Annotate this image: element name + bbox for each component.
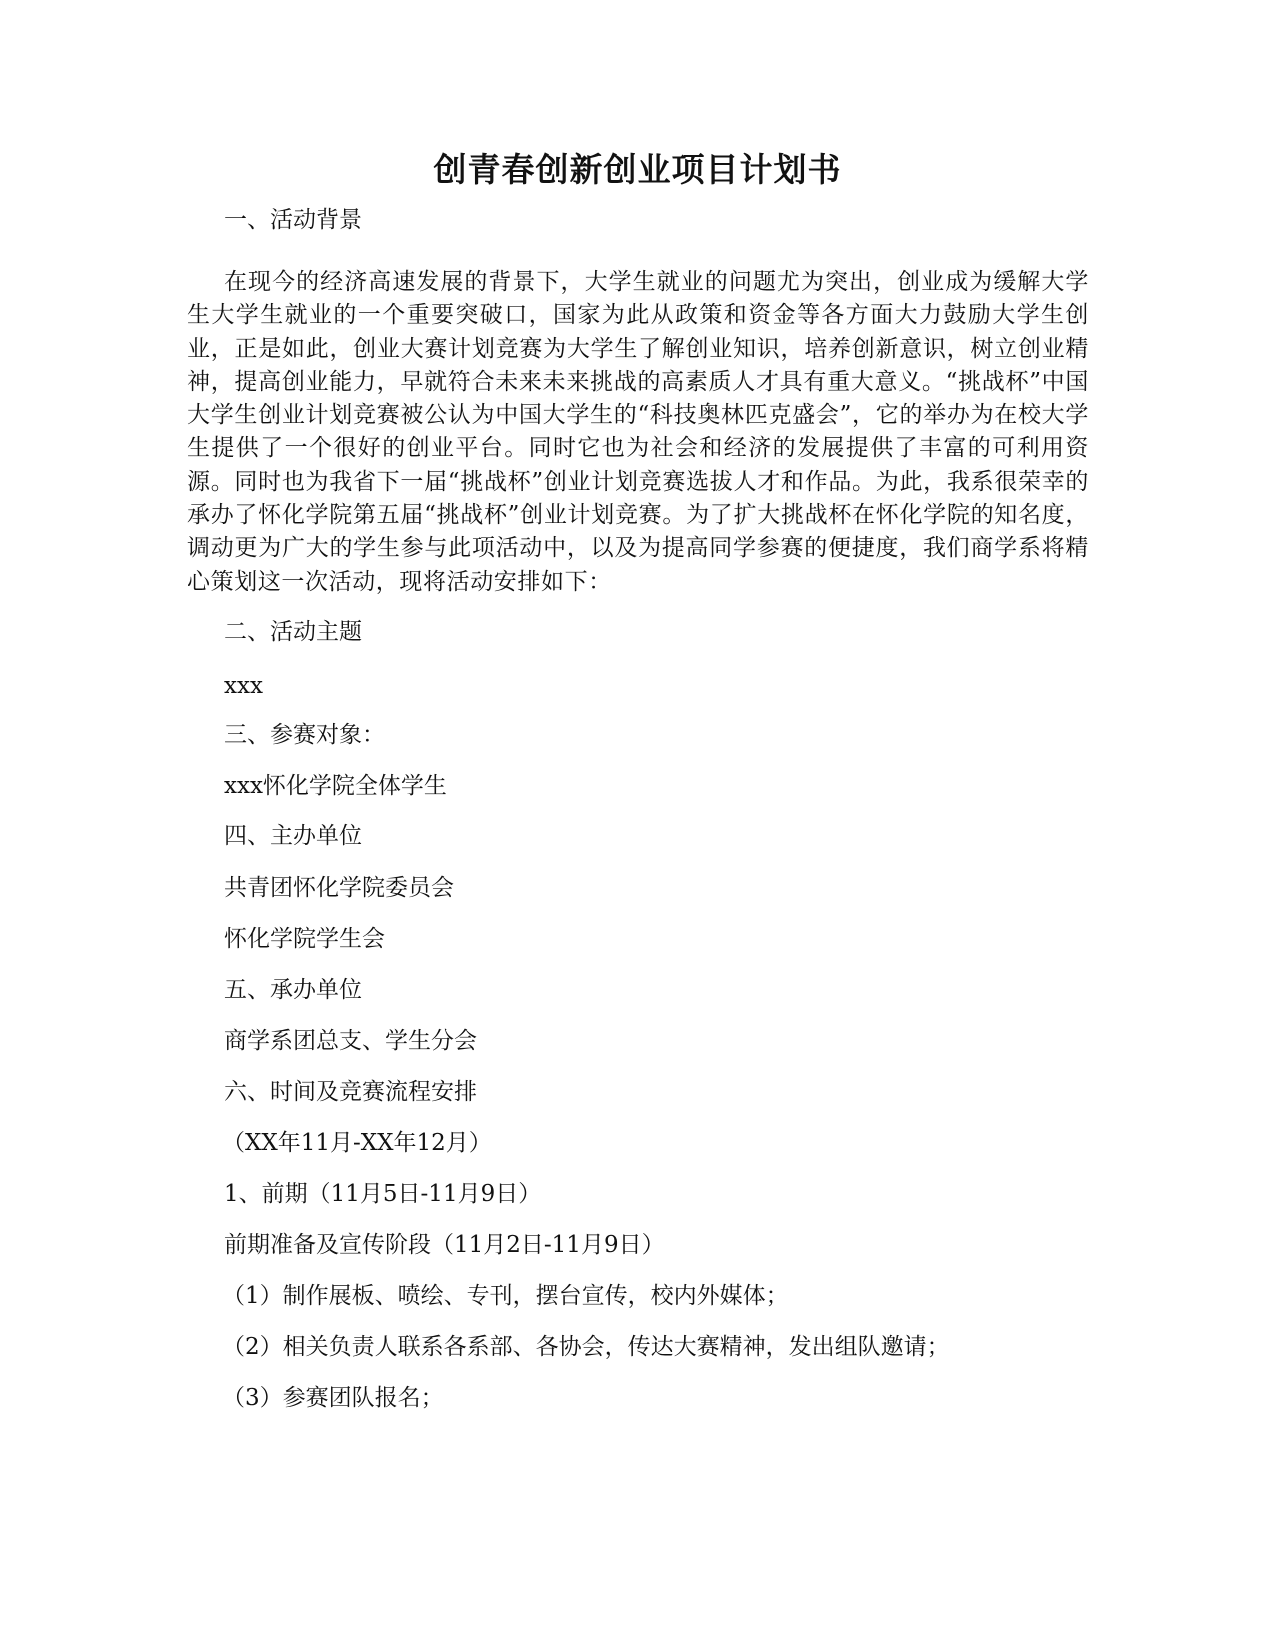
phase1-item-1: （1）制作展板、喷绘、专刊，摆台宣传，校内外媒体； — [222, 1283, 789, 1309]
section-heading-schedule: 六、时间及竞赛流程安排 — [224, 1079, 477, 1105]
host-text: 商学系团总支、学生分会 — [224, 1028, 477, 1054]
organizer-line-2: 怀化学院学生会 — [224, 926, 385, 952]
document-title: 创青春创新创业项目计划书 — [433, 150, 842, 189]
phase1-subheading: 前期准备及宣传阶段（11月2日-11月9日） — [224, 1232, 665, 1258]
section-heading-background: 一、活动背景 — [224, 207, 362, 233]
background-paragraph: 在现今的经济高速发展的背景下，大学生就业的问题尤为突出，创业成为缓解大学生大学生就业的一个重要突破口，国家为此从政策和资金等各方面大力鼓励大学生创业，正是如此，创业大赛计划竞赛为大学生了解创业知识，培养创新意识，树立创业精神，提高创业能力，早就符合未来未来挑战的高素质人才具有重大意义。“挑战杯”中国大学生创业计划竞赛被公认为中国大学生的“科技奥林匹克盛会”，它的举办为在校大学生提供了一个很好的创业平台。同时它也为社会和经济的发展提供了丰富的可利用资源。同时也为我省下一届“挑战杯”创业计划竞赛选拔人才和作品。为此，我系很荣幸的承办了怀化学院第五届“挑战杯”创业计划竞赛。为了扩大挑战杯在怀化学院的知名度，调动更为广大的学生参与此项活动中，以及为提高同学参赛的便捷度，我们商学系将精心策划这一次活动，现将活动安排如下： — [187, 269, 1089, 595]
schedule-range: （XX年11月-XX年12月） — [222, 1130, 492, 1156]
section-heading-participants: 三、参赛对象： — [224, 722, 385, 748]
section-heading-host: 五、承办单位 — [224, 977, 362, 1003]
phase1-item-2: （2）相关负责人联系各系部、各协会，传达大赛精神，发出组队邀请； — [222, 1334, 950, 1360]
section-heading-theme: 二、活动主题 — [224, 619, 362, 645]
organizer-line-1: 共青团怀化学院委员会 — [224, 875, 454, 901]
section-heading-organizer: 四、主办单位 — [224, 823, 362, 849]
phase1-item-3: （3）参赛团队报名； — [222, 1385, 444, 1411]
participants-text: xxx怀化学院全体学生 — [224, 773, 447, 799]
theme-text: xxx — [224, 673, 263, 699]
phase1-heading: 1、前期（11月5日-11月9日） — [224, 1181, 542, 1207]
